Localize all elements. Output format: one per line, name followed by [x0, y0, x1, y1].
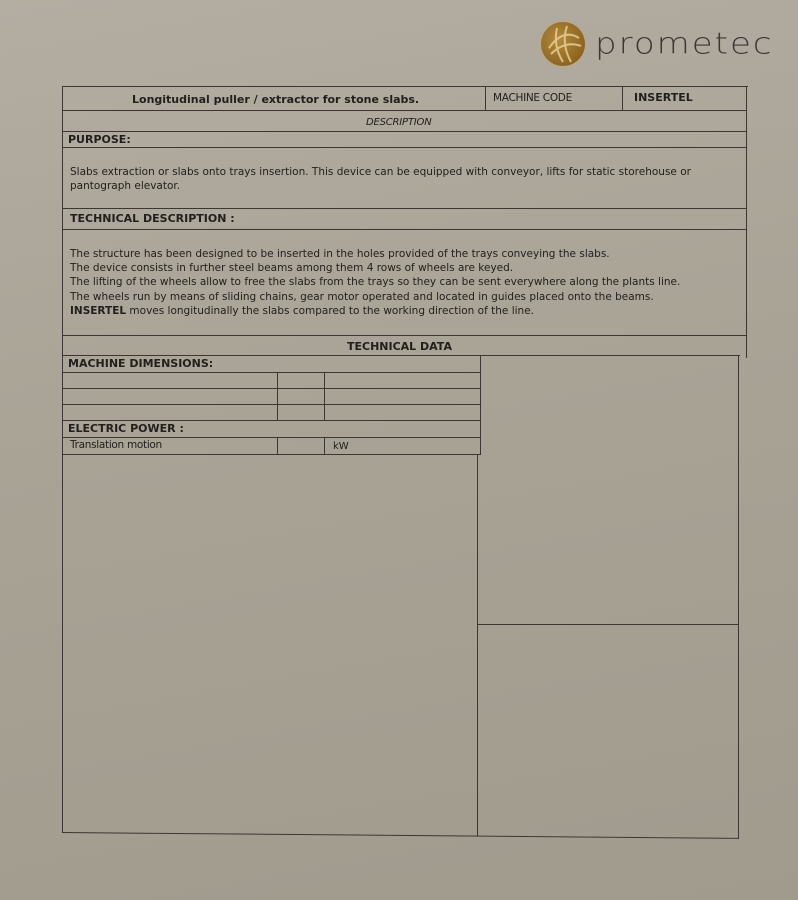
section-label-description: DESCRIPTION: [366, 117, 432, 128]
frame-right-lower: [738, 356, 739, 839]
machine-name-bold: INSERTEL: [70, 304, 127, 317]
text-line: The structure has been designed to be inserted in the holes provided of the trays conveying the slabs.: [70, 248, 610, 260]
col-divider: [277, 372, 278, 420]
divider: [62, 372, 481, 373]
frame-left: [62, 86, 63, 832]
machine-title: Longitudinal puller / extractor for stone slabs.: [132, 93, 420, 106]
image-area-top: [481, 357, 737, 623]
frame-right-upper: [746, 86, 747, 358]
machine-code-value: INSERTEL: [634, 91, 693, 104]
frame-top: [62, 86, 748, 87]
notes-area: [64, 456, 476, 832]
divider: [62, 131, 747, 132]
col-divider: [324, 372, 325, 420]
divider: [62, 229, 747, 230]
globe-logo-icon: [541, 22, 585, 66]
col-divider: [277, 437, 278, 454]
divider: [622, 86, 623, 110]
machine-code-label: MACHINE CODE: [493, 92, 572, 104]
divider: [62, 147, 747, 148]
divider: [62, 335, 747, 336]
purpose-text: [70, 165, 691, 193]
technical-description-heading: TECHNICAL DESCRIPTION :: [70, 212, 235, 225]
divider: [62, 355, 740, 356]
divider: [478, 624, 739, 625]
image-area-bottom: [479, 626, 737, 834]
technical-description-text: [70, 247, 680, 318]
divider: [485, 86, 486, 110]
text-line: The lifting of the wheels allow to free the slabs from the trays so they can be sent everywhere along the plants line.: [70, 276, 681, 289]
divider: [62, 437, 481, 438]
text-line-rest: moves longitudinally the slabs compared to the working direction of the line.: [126, 304, 534, 317]
machine-dimensions-heading: MACHINE DIMENSIONS:: [68, 357, 214, 370]
divider: [62, 208, 747, 209]
electric-power-heading: ELECTRIC POWER :: [68, 422, 184, 435]
purpose-heading: PURPOSE:: [68, 133, 131, 146]
col-divider: [324, 437, 325, 454]
divider: [62, 388, 481, 389]
text-line: The device consists in further steel beams among them 4 rows of wheels are keyed.: [70, 262, 514, 275]
text-line: [70, 304, 680, 318]
divider: [62, 404, 481, 405]
text-line: Slabs extraction or slabs onto trays insertion. This device can be equipped with conveyor, lifts for static storehouse or: [70, 166, 691, 178]
divider: [62, 454, 481, 455]
text-line: pantograph elevator.: [70, 180, 181, 193]
power-unit: kW: [333, 441, 349, 452]
brand-name: prometec: [595, 27, 774, 61]
divider: [62, 420, 481, 421]
image-panel-divider: [477, 454, 478, 836]
technical-data-heading: TECHNICAL DATA: [347, 340, 452, 353]
power-label: Translation motion: [70, 439, 162, 451]
divider: [62, 110, 747, 111]
text-line: The wheels run by means of sliding chains, gear motor operated and located in guides placed onto the beams.: [70, 290, 654, 303]
company-logo: [541, 20, 774, 68]
